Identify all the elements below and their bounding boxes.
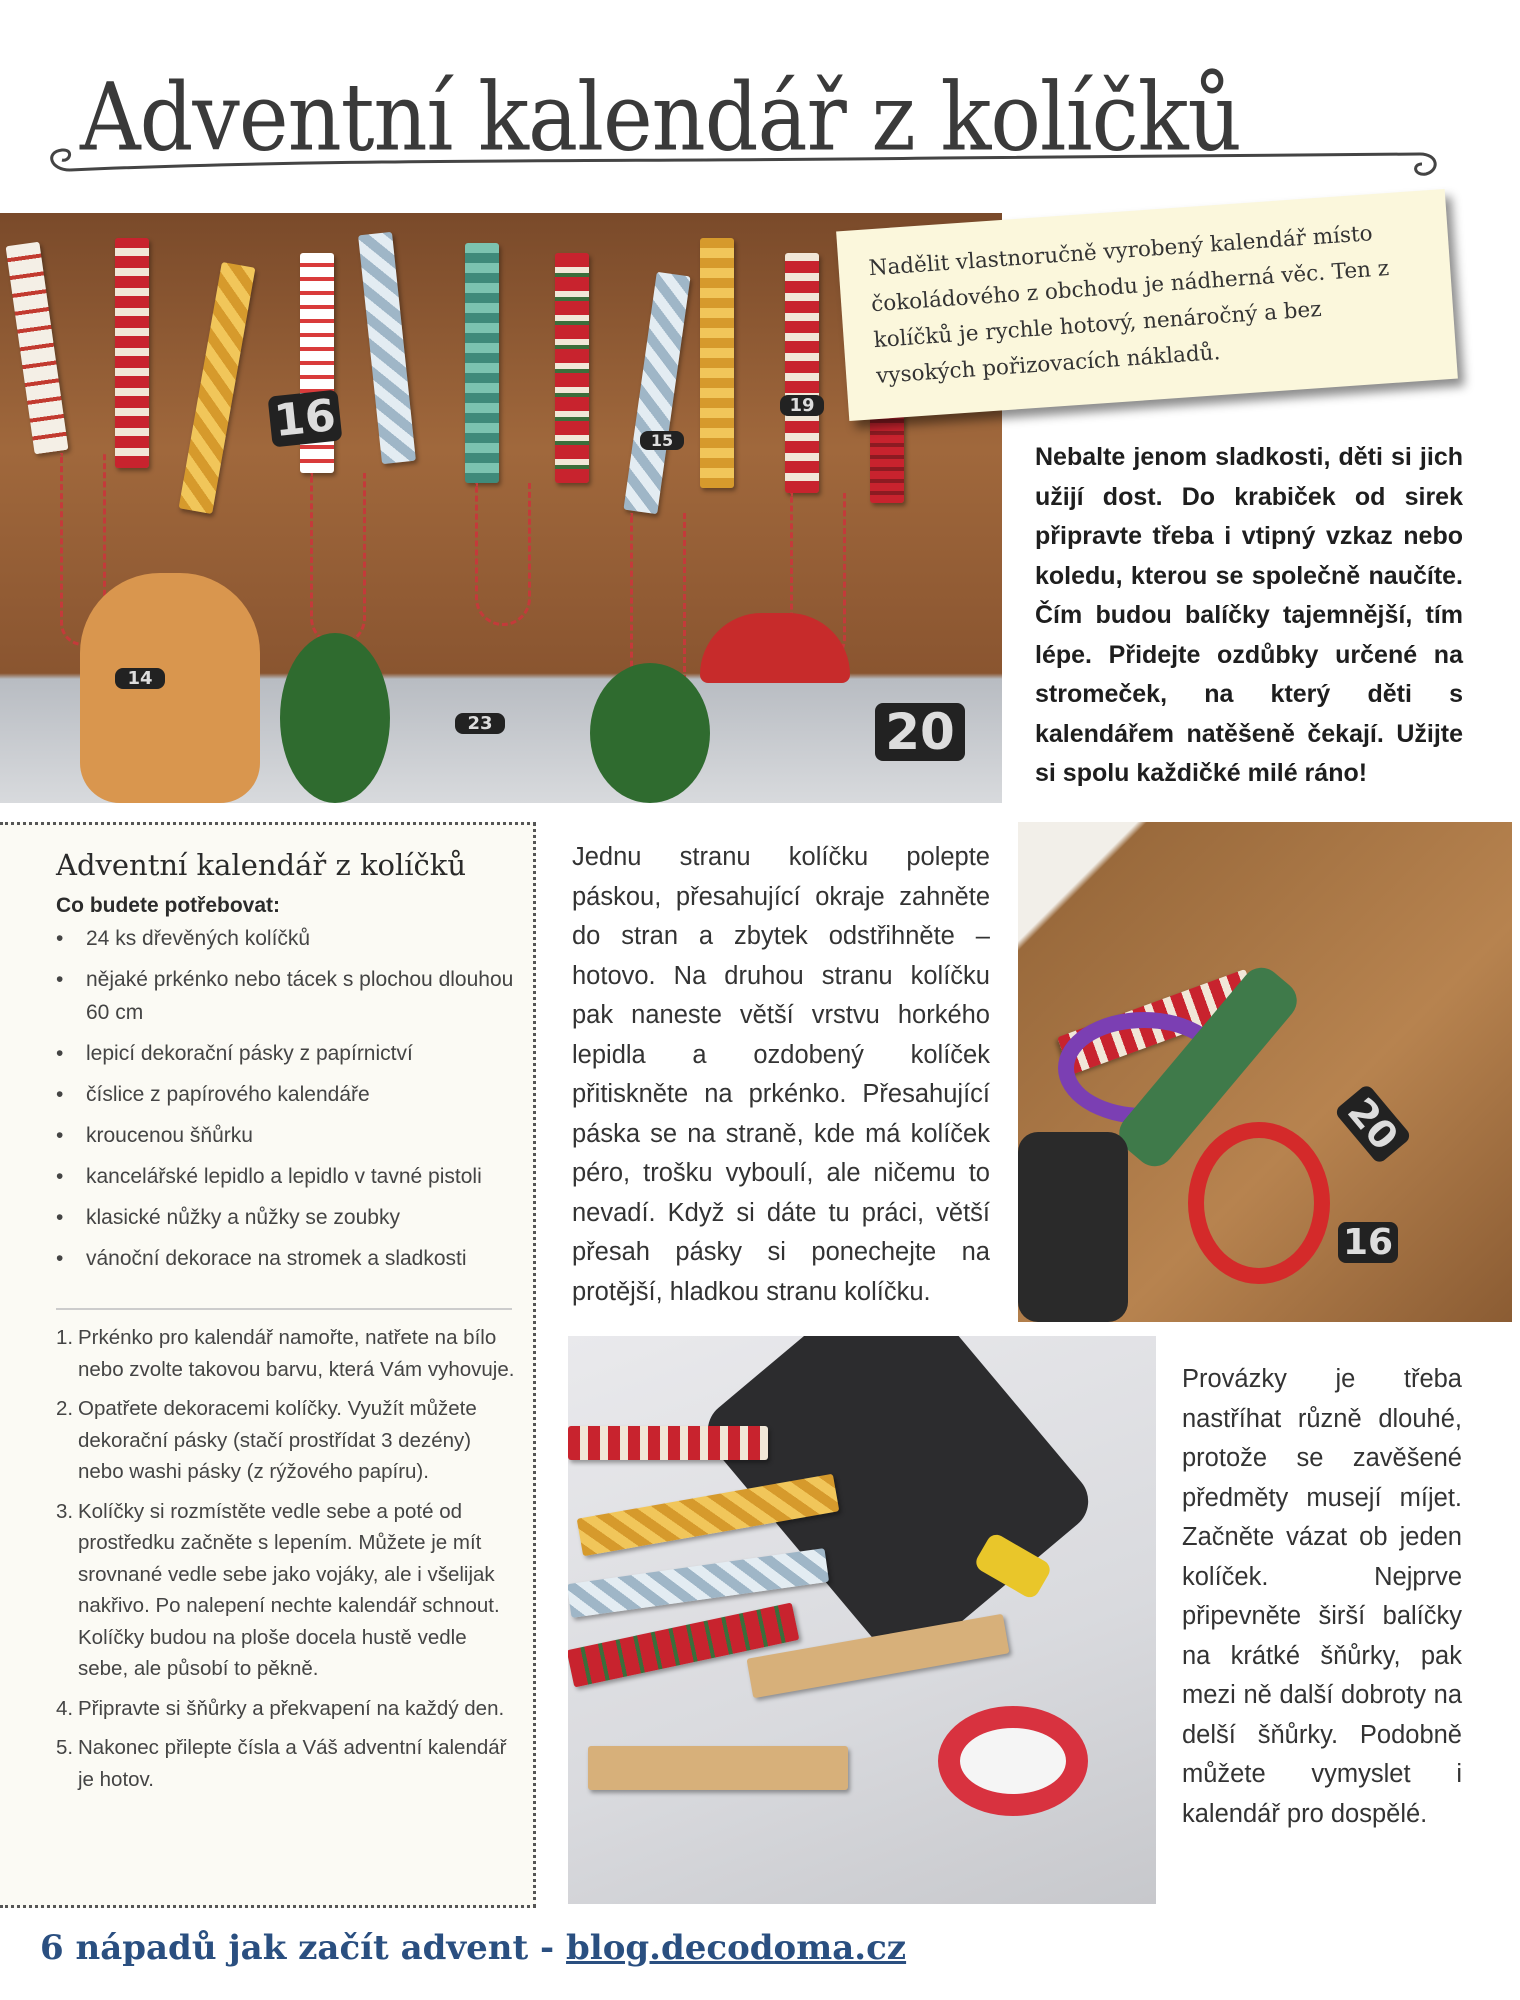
intro-paragraph: Nebalte jenom sladkosti, děti si jich užijí dost. Do krabiček od sirek připravte třeba i vtipný vzkaz nebo koledu, kterou se společně naučíte. Čím budou balíčky tajemnější, tím lépe. Přidejte ozdůbky určené na stromeček, na který děti s kalendářem natěšeně čekají. Užijte si spolu každičké milé ráno! (1035, 443, 1463, 787)
materials-list (56, 922, 516, 1283)
number-tag: 15 (640, 431, 684, 450)
number-tag: 20 (875, 703, 965, 761)
step-item (56, 1496, 516, 1685)
list-item: • číslice z papírového kalendáře (56, 1078, 516, 1111)
list-item: • lepicí dekorační pásky z papírnictví (56, 1037, 516, 1070)
step-number: 1. (56, 1326, 74, 1349)
clothespin (358, 232, 416, 464)
number-tag: 16 (268, 389, 343, 447)
glue-gun (1018, 1132, 1128, 1322)
clothespin (179, 262, 256, 514)
number-tag: 16 (1338, 1222, 1398, 1263)
clothespin (568, 1426, 768, 1460)
number-tag: 23 (455, 713, 505, 734)
red-scissor-handle (1188, 1122, 1330, 1284)
intro-note-text: Nadělit vlastnoručně vyrobený kalendář místo čokoládového z obchodu je nádherná věc. Ten z kolíčků je rychle hotový, nenáročný a bez vysokých pořizovacích nákladů. (867, 221, 1390, 390)
list-item: • 24 ks dřevěných kolíčků (56, 922, 516, 955)
washi-tape-roll (938, 1706, 1088, 1816)
step-item (56, 1393, 516, 1488)
photo-glue-gun-and-clothespins (568, 1336, 1156, 1904)
step-number: 4. (56, 1696, 74, 1720)
step-item (56, 1322, 516, 1385)
step-item (56, 1732, 516, 1795)
clothespin (588, 1746, 848, 1790)
title-underline-swash (40, 140, 1440, 185)
candy-ornament (590, 663, 710, 803)
box-title: Adventní kalendář z kolíčků (56, 848, 467, 882)
clothespin (465, 243, 499, 483)
list-item: • kroucenou šňůrku (56, 1119, 516, 1152)
step-text: Opatřete dekoracemi kolíčky. Využít můžete dekorační pásky (stačí prostřídat 3 dezény) nebo washi pásky (z rýžového papíru). (78, 1397, 477, 1483)
list-item: • nějaké prkénko nebo tácek s plochou dlouhou 60 cm (56, 963, 516, 1029)
step-number: 3. (56, 1499, 74, 1523)
list-item: • klasické nůžky a nůžky se zoubky (56, 1201, 516, 1234)
clothespin (115, 238, 149, 468)
step-item (56, 1693, 516, 1725)
twine-loop (475, 483, 531, 626)
number-tag: 19 (780, 395, 824, 416)
middle-paragraph: Jednu stranu kolíčku polepte páskou, přesahující okraje zahněte do stran a zbytek odstřihněte – hotovo. Na druhou stranu kolíčku pak naneste větší vrstvu horkého lepidla a ozdobený kolíček přitiskněte na prkénko. Přesahující páska se na straně, kde má kolíček péro, trošku vyboulí, ale ničemu to nevadí. Když si dáte tu práci, větší přesah pásky si ponechejte na protější, hladkou stranu kolíčku. (572, 843, 990, 1306)
footer (40, 1928, 906, 1968)
materials-heading: Co budete potřebovat: (56, 894, 280, 917)
step-number: 2. (56, 1397, 74, 1420)
twine-loop (310, 473, 366, 646)
step-text: Kolíčky si rozmístěte vedle sebe a poté od prostředku začněte s lepením. Můžete je mít srovnané vedle sebe jako vojáky, ale i všelijak nakřivo. Po nalepení nechte kalendář schnout. Kolíčky budou na ploše docela hustě vedle sebe, ale působí to pěkně. (78, 1499, 500, 1680)
steps-list (56, 1322, 516, 1803)
clothespin (623, 272, 690, 514)
photo-scissors-and-tags (1018, 822, 1512, 1322)
list-item: • kancelářské lepidlo a lepidlo v tavné pistoli (56, 1160, 516, 1193)
teddy-bear-ornament (80, 573, 260, 803)
step-text: Nakonec přilepte čísla a Váš adventní kalendář je hotov. (78, 1736, 507, 1791)
clothespin (555, 253, 589, 483)
divider (56, 1308, 512, 1310)
step-text: Připravte si šňůrky a překvapení na každý den. (78, 1696, 505, 1720)
clothespin (785, 253, 819, 493)
bottom-right-paragraph: Provázky je třeba nastříhat různě dlouhé, protože se zavěšené předměty musejí míjet. Začněte vázat ob jeden kolíček. Nejprve připevněte širší balíčky na krátké šňůrky, pak mezi ně další dobroty na delší šňůrky. Podobně můžete vymyslet i kalendář pro dospělé. (1182, 1365, 1462, 1828)
page-title: Adventní kalendář z kolíčků (80, 62, 1241, 172)
list-item: • vánoční dekorace na stromek a sladkosti (56, 1242, 516, 1275)
footer-text: 6 nápadů jak začít advent - (40, 1928, 567, 1968)
clothespin (6, 242, 69, 455)
number-tag: 20 (1334, 1083, 1413, 1165)
blog-link[interactable]: blog.decodoma.cz (566, 1928, 907, 1968)
candy-ornament (280, 633, 390, 803)
step-text: Prkénko pro kalendář namořte, natřete na bílo nebo zvolte takovou barvu, která Vám vyhovuje. (78, 1326, 515, 1381)
number-tag: 14 (115, 668, 165, 689)
clothespin (700, 238, 734, 488)
step-number: 5. (56, 1736, 74, 1759)
